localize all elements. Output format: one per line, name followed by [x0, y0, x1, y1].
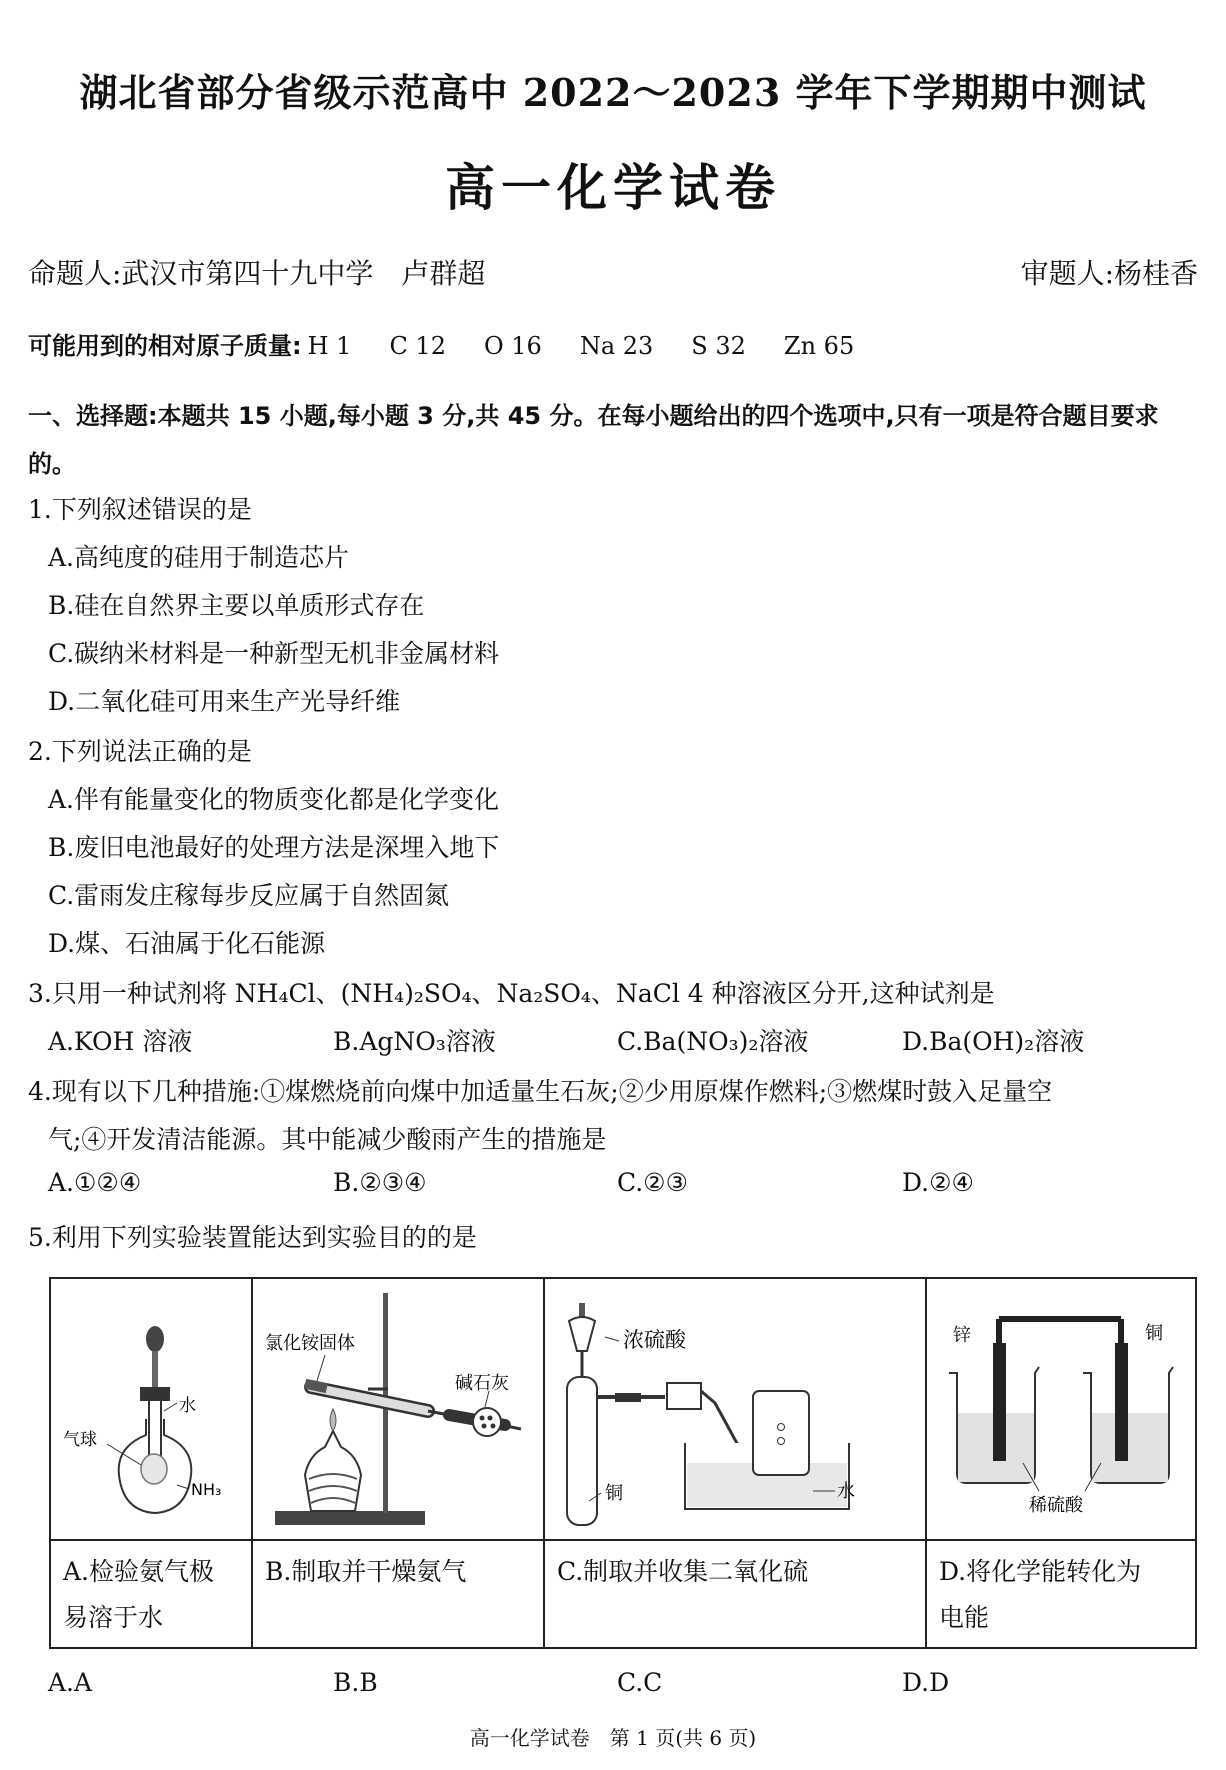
caption-b-line1: B.制取并干燥氨气 [265, 1557, 467, 1586]
q2-option-a: A.伴有能量变化的物质变化都是化学变化 [48, 785, 500, 814]
q3-option-a: A.KOH 溶液 [48, 1027, 193, 1056]
label-zinc: 锌 [953, 1325, 971, 1346]
q5-option-b: B.B [333, 1668, 378, 1697]
caption-b [252, 1540, 544, 1648]
q1-option-b: B.硅在自然界主要以单质形式存在 [48, 591, 425, 620]
q2-option-c: C.雷雨发庄稼每步反应属于自然固氮 [48, 881, 450, 910]
caption-d-line2: 电能 [939, 1603, 990, 1632]
q3-option-b: B.AgNO₃溶液 [333, 1027, 496, 1056]
atomic-mass-line [28, 326, 854, 361]
q1-option-a: A.高纯度的硅用于制造芯片 [48, 543, 350, 572]
q4-stem-line1: 4.现有以下几种措施:①煤燃烧前向煤中加适量生石灰;②少用原煤作燃料;③燃煤时鼓入足量空 [28, 1077, 1053, 1106]
apparatus-a-figure [51, 1279, 251, 1535]
label-copper-c: 铜 [605, 1483, 623, 1504]
q3-option-d: D.Ba(OH)₂溶液 [902, 1027, 1085, 1056]
q3-stem: 3.只用一种试剂将 NH₄Cl、(NH₄)₂SO₄、Na₂SO₄、NaCl 4 种溶液区分开,这种试剂是 [28, 979, 995, 1008]
atomic-mass-item: Na 23 [579, 332, 654, 360]
caption-a-line1: A.检验氨气极 [63, 1557, 215, 1586]
apparatus-c-figure [545, 1279, 925, 1535]
label-conc-h2so4: 浓硫酸 [623, 1328, 686, 1352]
page-footer: 高一化学试卷 第 1 页(共 6 页) [469, 1726, 757, 1750]
exam-subtitle: 高一化学试卷 [445, 158, 781, 217]
q2-option-b: B.废旧电池最好的处理方法是深埋入地下 [48, 833, 500, 862]
label-balloon: 气球 [63, 1430, 97, 1450]
q4-stem-line2: 气;④开发清洁能源。其中能减少酸雨产生的措施是 [48, 1125, 607, 1154]
q1-stem: 1.下列叙述错误的是 [28, 495, 252, 524]
atomic-mass-item: H 1 [307, 332, 352, 360]
apparatus-b-cell [252, 1278, 544, 1540]
label-water-a: 水 [179, 1396, 196, 1416]
exam-title: 湖北省部分省级示范高中 2022～2023 学年下学期期中测试 [79, 70, 1147, 115]
q4-option-c: C.②③ [617, 1168, 689, 1197]
q5-option-c: C.C [617, 1668, 663, 1697]
label-water-c: 水 [837, 1481, 855, 1502]
caption-c [544, 1540, 926, 1648]
caption-a-line2: 易溶于水 [63, 1603, 164, 1632]
q4-option-d: D.②④ [902, 1168, 974, 1197]
q5-option-d: D.D [902, 1668, 950, 1697]
q1-option-c: C.碳纳米材料是一种新型无机非金属材料 [48, 639, 500, 668]
apparatus-table [49, 1277, 1197, 1649]
apparatus-a-cell [50, 1278, 252, 1540]
apparatus-d-cell [926, 1278, 1196, 1540]
section-heading: 一、选择题:本题共 15 小题,每小题 3 分,共 45 分。在每小题给出的四个选项中,只有一项是符合题目要求的。 [28, 402, 1159, 478]
q5-stem: 5.利用下列实验装置能达到实验目的的是 [28, 1223, 477, 1252]
atomic-mass-item: O 16 [483, 332, 542, 360]
q2-stem: 2.下列说法正确的是 [28, 737, 252, 766]
q3-option-c: C.Ba(NO₃)₂溶液 [617, 1027, 809, 1056]
label-copper-d: 铜 [1145, 1323, 1163, 1344]
q4-option-a: A.①②④ [48, 1168, 142, 1197]
atomic-mass-item: S 32 [691, 332, 746, 360]
label-soda-lime: 碱石灰 [455, 1373, 509, 1394]
author-line: 命题人:武汉市第四十九中学 卢群超 [28, 257, 486, 290]
label-nh3: NH₃ [191, 1480, 222, 1499]
caption-d [926, 1540, 1196, 1648]
q5-option-a: A.A [48, 1668, 93, 1697]
atomic-mass-label: 可能用到的相对原子质量: [28, 332, 302, 360]
caption-c-line1: C.制取并收集二氧化硫 [557, 1557, 809, 1586]
reviewer-line: 审题人:杨桂香 [1020, 257, 1198, 290]
label-nh4cl-solid: 氯化铵固体 [265, 1333, 355, 1354]
q4-option-b: B.②③④ [333, 1168, 427, 1197]
apparatus-d-figure [927, 1279, 1195, 1535]
apparatus-c-cell [544, 1278, 926, 1540]
q1-option-d: D.二氧化硅可用来生产光导纤维 [48, 687, 401, 716]
atomic-mass-item: C 12 [389, 332, 446, 360]
apparatus-b-figure [253, 1279, 543, 1535]
caption-d-line1: D.将化学能转化为 [939, 1557, 1142, 1586]
label-dilute-h2so4: 稀硫酸 [1029, 1495, 1083, 1516]
atomic-mass-item: Zn 65 [783, 332, 855, 360]
q2-option-d: D.煤、石油属于化石能源 [48, 929, 326, 958]
caption-a [50, 1540, 252, 1648]
